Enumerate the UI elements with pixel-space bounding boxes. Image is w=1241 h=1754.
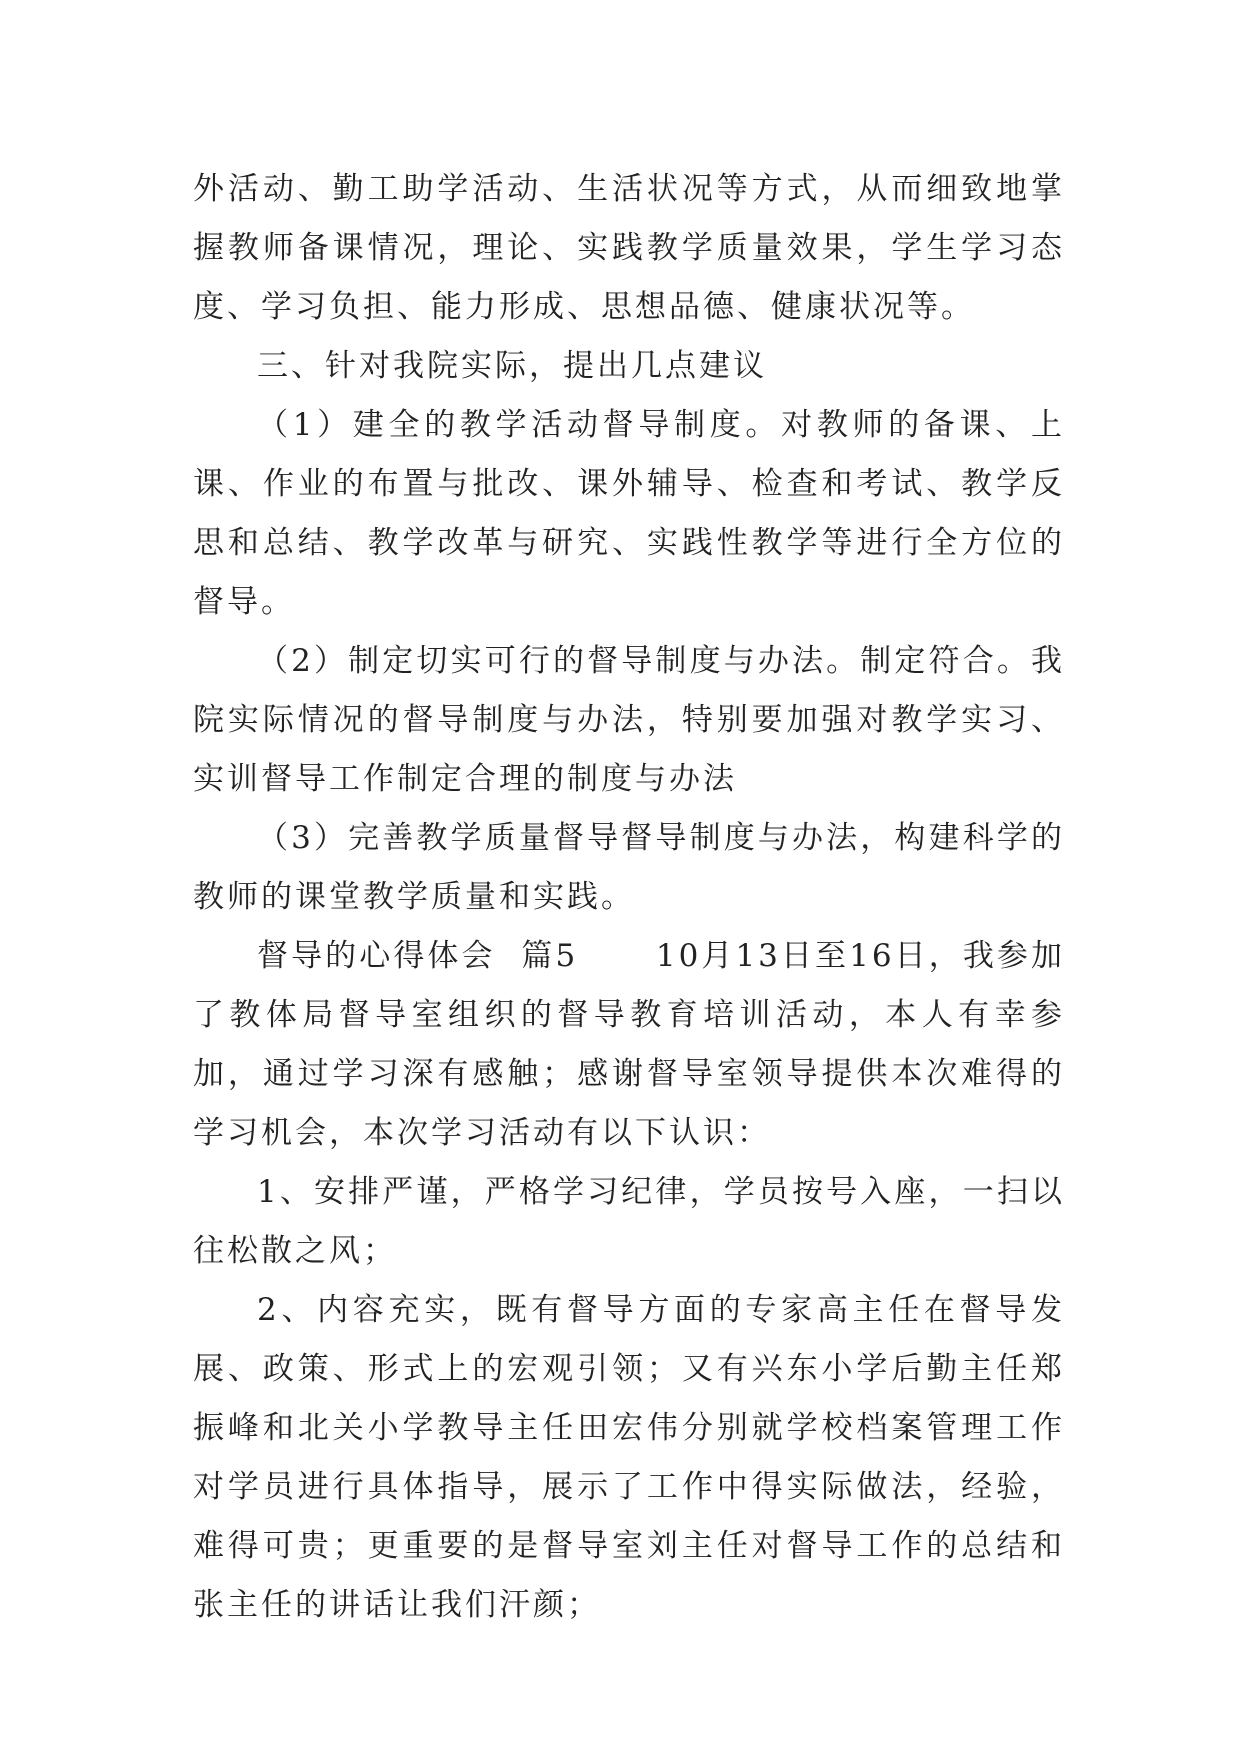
paragraph-1: 外活动、勤工助学活动、生活状况等方式，从而细致地掌握教师备课情况，理论、实践教学质量效果，学生学习态度、学习负担、能力形成、思想品德、健康状况等。 — [193, 171, 1065, 325]
paragraph-3-suggestion-1: （1）建全的教学活动督导制度。对教师的备课、上课、作业的布置与批改、课外辅导、检查和考试、教学反思和总结、教学改革与研究、实践性教学等进行全方位的督导。 — [193, 407, 1065, 620]
paragraph-4-suggestion-2: （2）制定切实可行的督导制度与办法。制定符合。我院实际情况的督导制度与办法，特别要加强对教学实习、实训督导工作制定合理的制度与办法 — [193, 643, 1065, 797]
paragraph-2-section-heading: 三、针对我院实际，提出几点建议 — [257, 348, 767, 384]
paragraph-7-point-1: 1、安排严谨，严格学习纪律，学员按号入座，一扫以往松散之风； — [193, 1174, 1065, 1269]
document-body — [193, 160, 1065, 1635]
paragraph-6-article-5-intro: 督导的心得体会 篇5 10月13日至16日，我参加了教体局督导室组织的督导教育培训活动，本人有幸参加，通过学习深有感触；感谢督导室领导提供本次难得的学习机会，本次学习活动有以下认识： — [193, 938, 1065, 1151]
paragraph-5-suggestion-3: （3）完善教学质量督导督导制度与办法，构建科学的教师的课堂教学质量和实践。 — [193, 820, 1065, 915]
paragraph-8-point-2: 2、内容充实，既有督导方面的专家高主任在督导发展、政策、形式上的宏观引领；又有兴东小学后勤主任郑振峰和北关小学教导主任田宏伟分别就学校档案管理工作对学员进行具体指导，展示了工作中得实际做法，经验，难得可贵；更重要的是督导室刘主任对督导工作的总结和张主任的讲话让我们汗颜； — [193, 1292, 1065, 1623]
